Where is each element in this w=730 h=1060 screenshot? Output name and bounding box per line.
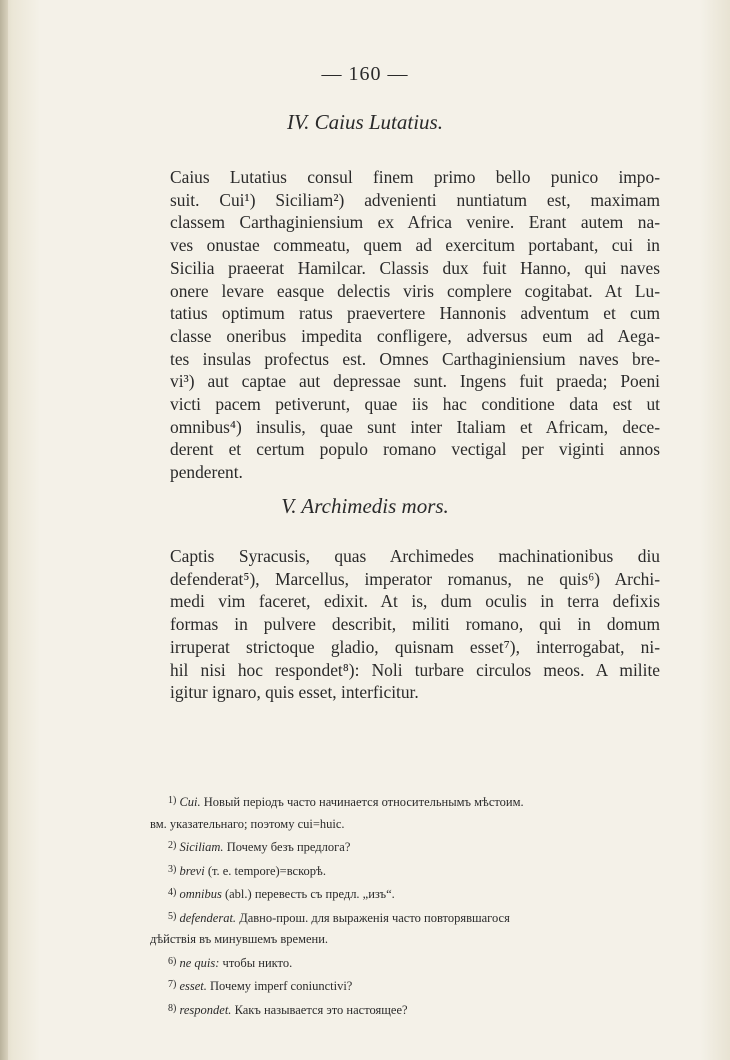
footnote-number: 8) — [168, 1002, 177, 1014]
text-line: tes insulas profectus est. Omnes Carthaginiensium naves bre- — [170, 348, 660, 369]
footnotes — [150, 790, 688, 1021]
text-line: derent et certum populo romano vectigal per viginti annos — [170, 439, 660, 460]
footnote-keyword: ne quis: — [179, 955, 220, 970]
footnote-number: 2) — [168, 840, 177, 851]
text-line: vi³) aut captae aut depressae sunt. Ingens fuit praeda; Poeni — [170, 371, 660, 392]
text-line: onere levare easque delectis viris complere cogitabat. At Lu- — [170, 280, 660, 301]
text-line: defenderat⁵), Marcellus, imperator romanus, ne quis⁶) Archi- — [170, 568, 660, 589]
footnote-number: 3) — [168, 863, 177, 875]
text-line: victi pacem petiverunt, quae iis hac conditione data est ut — [170, 394, 660, 415]
footnote-number: 1) — [168, 795, 177, 806]
page-binding-edge — [0, 0, 8, 1060]
footnote-continuation — [150, 929, 688, 951]
footnote-keyword: Cui. — [179, 795, 201, 809]
footnote-keyword: respondet. — [179, 1002, 232, 1017]
text-line: igitur ignaro, quis esset, interficitur. — [170, 682, 419, 703]
footnote — [168, 790, 688, 814]
footnote — [168, 951, 688, 975]
footnote — [168, 998, 688, 1022]
footnote — [168, 859, 688, 883]
text-line: formas in pulvere describit, militi romano, qui in domum — [170, 614, 660, 635]
footnote-keyword: brevi — [179, 863, 205, 878]
text-line: ves onustae commeatu, quem ad exercitum portabant, cui in — [170, 235, 660, 256]
text-line: irruperat strictoque gladio, quisnam esset⁷), interrogabat, ni- — [170, 636, 660, 657]
footnote-text: вм. указательнаго; поэтому cui=huic. — [150, 816, 345, 831]
footnote-keyword: omnibus — [179, 887, 222, 901]
text-line: penderent. — [170, 462, 243, 483]
section-text-caius-lutatius — [170, 166, 660, 484]
footnote-text: дѣйствія въ минувшемъ времени. — [150, 932, 329, 946]
text-line: hil nisi hoc respondet⁸): Noli turbare circulos meos. A milite — [170, 659, 660, 680]
footnote-keyword: defenderat. — [179, 910, 237, 925]
text-line: medi vim faceret, edixit. At is, dum oculis in terra defixis — [170, 591, 660, 612]
text-line: classe oneribus impedita confligere, adversus eum ad Aega- — [170, 325, 660, 346]
footnote-number: 7) — [168, 979, 177, 990]
text-line: Caius Lutatius consul finem primo bello punico impo- — [170, 167, 660, 187]
footnote-text: Почему безъ предлога? — [223, 840, 351, 854]
footnote-keyword: Siciliam. — [179, 840, 224, 854]
footnote-text: Давно-прош. для выраженія часто повторявшагося — [236, 910, 510, 925]
footnote-text: (т. е. tempore)=вскорѣ. — [204, 863, 326, 878]
footnote — [168, 906, 688, 930]
footnote-number: 5) — [168, 910, 177, 922]
section-text-archimedis-mors — [170, 545, 660, 704]
page-number: — 160 — — [321, 63, 409, 85]
footnote — [168, 835, 688, 859]
footnote-continuation — [150, 814, 688, 836]
text-line: Captis Syracusis, quas Archimedes machinationibus diu — [170, 546, 660, 566]
footnote-text: Какъ называется это настоящее? — [231, 1002, 408, 1017]
text-line: suit. Cui¹) Siciliam²) advenienti nuntiatum est, maximam — [170, 189, 660, 210]
section-heading-archimedis-mors: V. Archimedis mors. — [281, 494, 449, 518]
footnote-text: чтобы никто. — [219, 955, 293, 970]
footnote — [168, 974, 688, 998]
text-line: Sicilia praeerat Hamilcar. Classis dux fuit Hanno, qui naves — [170, 257, 660, 278]
footnote-text: Новый періодъ часто начинается относительнымъ мѣстоим. — [200, 795, 524, 809]
text-line: omnibus⁴) insulis, quae sunt inter Italiam et Africam, dece- — [170, 416, 660, 437]
text-line: tatius optimum ratus praevertere Hannonis adventum et cum — [170, 303, 660, 324]
text-line: classem Carthaginiensium ex Africa venire. Erant autem na- — [170, 212, 660, 233]
footnote-keyword: esset. — [179, 979, 207, 993]
footnote-number: 4) — [168, 887, 177, 898]
footnote-text: (abl.) перевесть съ предл. „изъ“. — [221, 887, 395, 901]
footnote-number: 6) — [168, 955, 177, 967]
footnote-text: Почему imperf coniunctivi? — [206, 979, 353, 993]
section-heading-caius-lutatius: IV. Caius Lutatius. — [287, 110, 443, 134]
footnote — [168, 882, 688, 906]
